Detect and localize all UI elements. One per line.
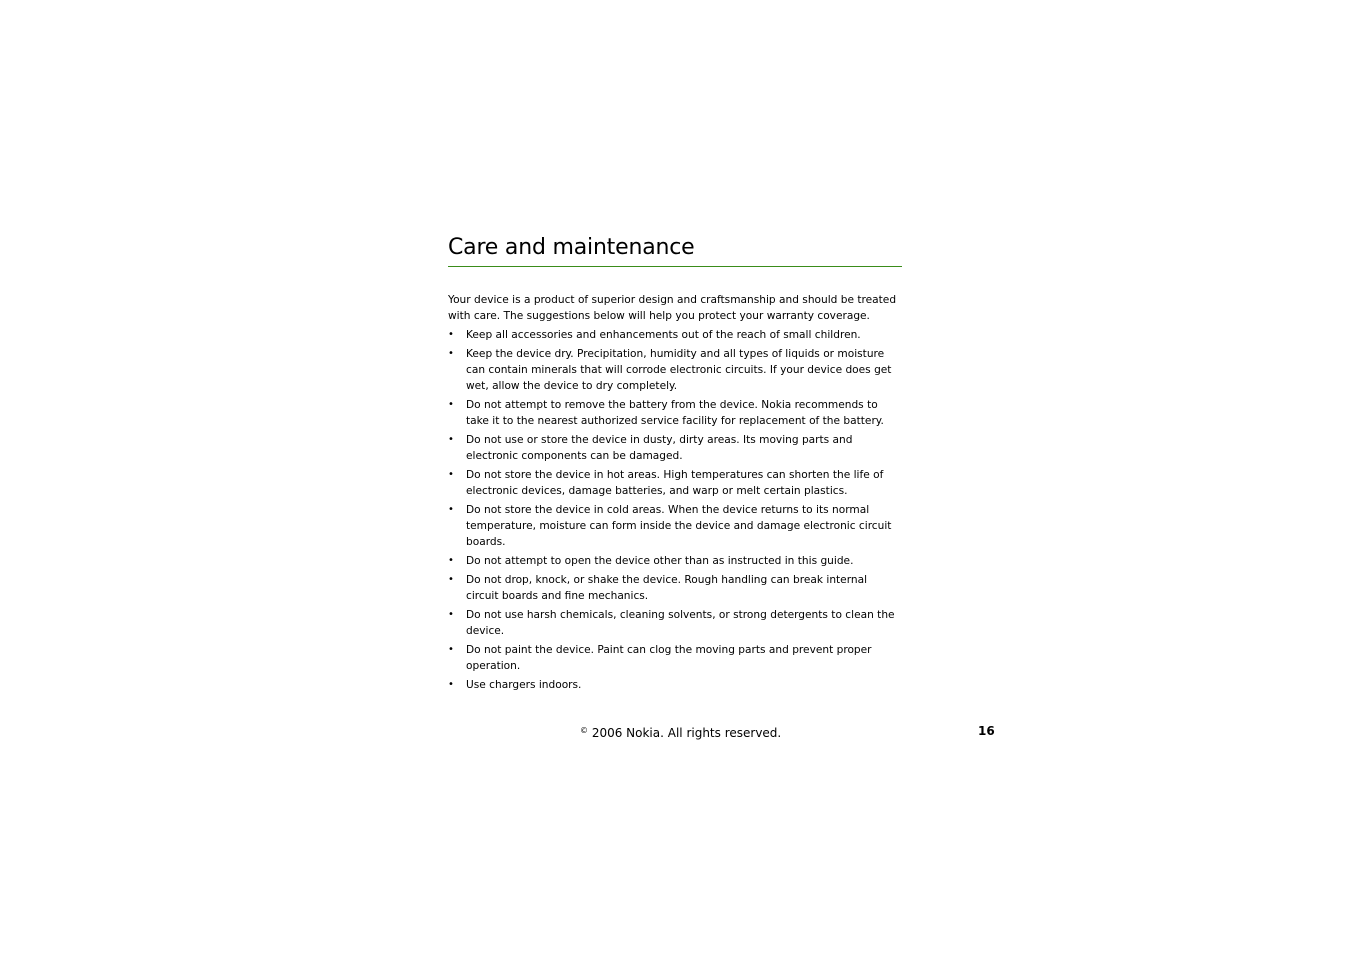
list-item-text: Do not drop, knock, or shake the device. Rough handling can break internal circuit boards and fine mechanics.	[466, 574, 868, 602]
bullet-icon: •	[448, 399, 454, 410]
list-item	[448, 642, 902, 674]
list-item	[448, 346, 902, 394]
list-item-text: Do not store the device in cold areas. When the device returns to its normal temperature, moisture can form inside the device and damage electronic circuit boards.	[466, 504, 892, 548]
list-item	[448, 327, 902, 343]
bullet-icon: •	[448, 574, 454, 585]
bullet-list	[448, 327, 902, 693]
bullet-icon: •	[448, 434, 454, 445]
page-title: Care and maintenance	[448, 233, 902, 267]
list-item-text: Do not store the device in hot areas. High temperatures can shorten the life of electronic devices, damage batteries, and warp or melt certain plastics.	[466, 469, 884, 497]
intro-paragraph: Your device is a product of superior design and craftsmanship and should be treated with care. The suggestions below will help you protect your warranty coverage.	[448, 294, 897, 322]
list-item-text: Keep the device dry. Precipitation, humidity and all types of liquids or moisture can contain minerals that will corrode electronic circuits. If your device does get wet, allow the device to dry completely.	[466, 348, 892, 392]
list-item	[448, 502, 902, 550]
bullet-icon: •	[448, 469, 454, 480]
bullet-icon: •	[448, 679, 454, 690]
list-item-text: Do not use or store the device in dusty, dirty areas. Its moving parts and electronic components can be damaged.	[466, 434, 853, 462]
page-number: 16	[978, 724, 995, 738]
list-item	[448, 432, 902, 464]
copyright-footer	[580, 723, 781, 741]
bullet-icon: •	[448, 644, 454, 655]
list-item-text: Do not attempt to open the device other than as instructed in this guide.	[466, 555, 854, 567]
bullet-icon: •	[448, 555, 454, 566]
bullet-icon: •	[448, 504, 454, 515]
list-item	[448, 572, 902, 604]
list-item	[448, 677, 902, 693]
list-item	[448, 607, 902, 639]
copyright-symbol: ©	[580, 726, 588, 735]
list-item-text: Use chargers indoors.	[466, 679, 582, 691]
list-item-text: Do not paint the device. Paint can clog the moving parts and prevent proper operation.	[466, 644, 872, 672]
list-item	[448, 397, 902, 429]
list-item	[448, 467, 902, 499]
list-item-text: Do not use harsh chemicals, cleaning solvents, or strong detergents to clean the device.	[466, 609, 895, 637]
bullet-icon: •	[448, 329, 454, 340]
list-item-text: Keep all accessories and enhancements out of the reach of small children.	[466, 329, 861, 341]
copyright-text: 2006 Nokia. All rights reserved.	[588, 726, 782, 740]
list-item	[448, 553, 902, 569]
bullet-icon: •	[448, 609, 454, 620]
list-item-text: Do not attempt to remove the battery from the device. Nokia recommends to take it to the nearest authorized service facility for replacement of the battery.	[466, 399, 884, 427]
page-content	[448, 233, 902, 696]
bullet-icon: •	[448, 348, 454, 359]
